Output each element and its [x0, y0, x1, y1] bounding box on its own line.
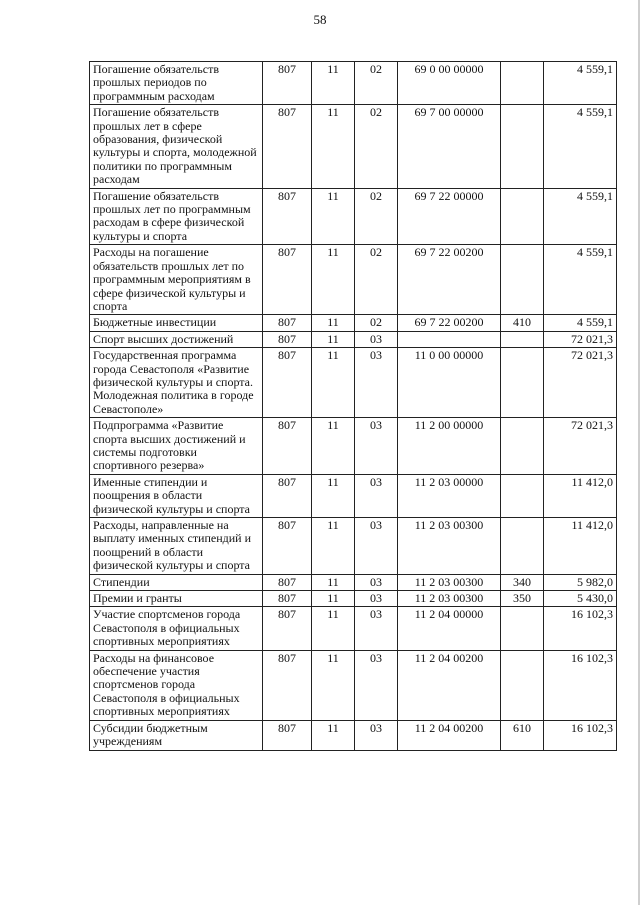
row-ved-cell: 807 — [263, 105, 312, 188]
table-row — [90, 315, 617, 331]
row-expense-type-cell — [501, 607, 544, 650]
row-subsection-cell: 03 — [355, 418, 398, 475]
table-row — [90, 188, 617, 245]
row-subsection-cell: 03 — [355, 574, 398, 590]
table-row — [90, 650, 617, 720]
row-expense-type-cell — [501, 418, 544, 475]
row-name-cell: Погашение обязательств прошлых периодов по программным расходам — [90, 62, 263, 105]
row-ved-cell: 807 — [263, 331, 312, 347]
row-name-cell: Бюджетные инвестиции — [90, 315, 263, 331]
row-target-code-cell: 69 7 22 00200 — [398, 245, 501, 315]
row-section-cell: 11 — [312, 720, 355, 750]
table-row — [90, 245, 617, 315]
row-amount-cell: 16 102,3 — [544, 607, 617, 650]
row-subsection-cell: 02 — [355, 315, 398, 331]
row-amount-cell: 72 021,3 — [544, 418, 617, 475]
row-amount-cell: 4 559,1 — [544, 105, 617, 188]
row-ved-cell: 807 — [263, 720, 312, 750]
table-row — [90, 607, 617, 650]
row-name-cell: Погашение обязательств прошлых лет по программным расходам в сфере физической культуры и спорта — [90, 188, 263, 245]
row-amount-cell: 4 559,1 — [544, 62, 617, 105]
row-section-cell: 11 — [312, 105, 355, 188]
row-subsection-cell: 03 — [355, 518, 398, 575]
row-section-cell: 11 — [312, 650, 355, 720]
row-target-code-cell: 11 0 00 00000 — [398, 348, 501, 418]
row-section-cell: 11 — [312, 245, 355, 315]
row-expense-type-cell — [501, 348, 544, 418]
row-expense-type-cell — [501, 474, 544, 517]
row-expense-type-cell: 350 — [501, 591, 544, 607]
row-subsection-cell: 02 — [355, 245, 398, 315]
row-target-code-cell: 11 2 00 00000 — [398, 418, 501, 475]
row-name-cell: Расходы, направленные на выплату именных стипендий и поощрений в области физической культуры и спорта — [90, 518, 263, 575]
row-amount-cell: 4 559,1 — [544, 245, 617, 315]
row-target-code-cell: 69 7 22 00200 — [398, 315, 501, 331]
row-subsection-cell: 03 — [355, 474, 398, 517]
row-target-code-cell: 11 2 04 00200 — [398, 650, 501, 720]
row-ved-cell: 807 — [263, 315, 312, 331]
row-section-cell: 11 — [312, 574, 355, 590]
row-section-cell: 11 — [312, 518, 355, 575]
table-row — [90, 720, 617, 750]
row-ved-cell: 807 — [263, 418, 312, 475]
row-subsection-cell: 02 — [355, 105, 398, 188]
table-row — [90, 518, 617, 575]
row-amount-cell: 16 102,3 — [544, 720, 617, 750]
table-row — [90, 105, 617, 188]
row-target-code-cell: 11 2 03 00300 — [398, 574, 501, 590]
row-ved-cell: 807 — [263, 574, 312, 590]
row-expense-type-cell: 340 — [501, 574, 544, 590]
row-section-cell: 11 — [312, 348, 355, 418]
row-amount-cell: 4 559,1 — [544, 315, 617, 331]
table-row — [90, 62, 617, 105]
row-name-cell: Именные стипендии и поощрения в области физической культуры и спорта — [90, 474, 263, 517]
row-ved-cell: 807 — [263, 607, 312, 650]
row-target-code-cell — [398, 331, 501, 347]
row-target-code-cell: 11 2 03 00300 — [398, 591, 501, 607]
row-section-cell: 11 — [312, 607, 355, 650]
row-target-code-cell: 69 7 00 00000 — [398, 105, 501, 188]
table-row — [90, 418, 617, 475]
row-name-cell: Расходы на погашение обязательств прошлых лет по программным мероприятиям в сфере физической культуры и спорта — [90, 245, 263, 315]
row-amount-cell: 11 412,0 — [544, 474, 617, 517]
row-amount-cell: 5 982,0 — [544, 574, 617, 590]
row-subsection-cell: 03 — [355, 331, 398, 347]
row-subsection-cell: 03 — [355, 591, 398, 607]
row-expense-type-cell — [501, 518, 544, 575]
row-name-cell: Погашение обязательств прошлых лет в сфере образования, физической культуры и спорта, молодежной политики по программным расходам — [90, 105, 263, 188]
row-section-cell: 11 — [312, 188, 355, 245]
budget-table-body — [90, 62, 617, 751]
row-section-cell: 11 — [312, 315, 355, 331]
row-expense-type-cell — [501, 62, 544, 105]
row-ved-cell: 807 — [263, 591, 312, 607]
row-name-cell: Расходы на финансовое обеспечение участия спортсменов города Севастополя в официальных спортивных мероприятиях — [90, 650, 263, 720]
row-expense-type-cell: 610 — [501, 720, 544, 750]
page-number: 58 — [313, 12, 327, 27]
table-row — [90, 331, 617, 347]
row-subsection-cell: 02 — [355, 62, 398, 105]
row-name-cell: Государственная программа города Севастополя «Развитие физической культуры и спорта. Молодежная политика в городе Севастополе» — [90, 348, 263, 418]
row-amount-cell: 72 021,3 — [544, 331, 617, 347]
row-target-code-cell: 11 2 04 00000 — [398, 607, 501, 650]
row-name-cell: Участие спортсменов города Севастополя в официальных спортивных мероприятиях — [90, 607, 263, 650]
row-subsection-cell: 02 — [355, 188, 398, 245]
row-amount-cell: 11 412,0 — [544, 518, 617, 575]
row-ved-cell: 807 — [263, 245, 312, 315]
row-ved-cell: 807 — [263, 62, 312, 105]
row-target-code-cell: 11 2 03 00000 — [398, 474, 501, 517]
row-expense-type-cell — [501, 331, 544, 347]
row-ved-cell: 807 — [263, 650, 312, 720]
row-expense-type-cell — [501, 245, 544, 315]
row-section-cell: 11 — [312, 591, 355, 607]
row-ved-cell: 807 — [263, 188, 312, 245]
row-name-cell: Стипендии — [90, 574, 263, 590]
row-subsection-cell: 03 — [355, 720, 398, 750]
budget-table — [89, 61, 617, 751]
row-section-cell: 11 — [312, 62, 355, 105]
row-target-code-cell: 69 0 00 00000 — [398, 62, 501, 105]
row-amount-cell: 72 021,3 — [544, 348, 617, 418]
row-expense-type-cell: 410 — [501, 315, 544, 331]
row-target-code-cell: 11 2 04 00200 — [398, 720, 501, 750]
row-ved-cell: 807 — [263, 518, 312, 575]
table-row — [90, 474, 617, 517]
row-target-code-cell: 69 7 22 00000 — [398, 188, 501, 245]
table-row — [90, 591, 617, 607]
row-expense-type-cell — [501, 188, 544, 245]
row-name-cell: Подпрограмма «Развитие спорта высших достижений и системы подготовки спортивного резерва» — [90, 418, 263, 475]
row-name-cell: Субсидии бюджетным учреждениям — [90, 720, 263, 750]
row-subsection-cell: 03 — [355, 348, 398, 418]
row-name-cell: Спорт высших достижений — [90, 331, 263, 347]
row-section-cell: 11 — [312, 418, 355, 475]
row-subsection-cell: 03 — [355, 607, 398, 650]
row-expense-type-cell — [501, 105, 544, 188]
row-amount-cell: 4 559,1 — [544, 188, 617, 245]
row-section-cell: 11 — [312, 474, 355, 517]
row-amount-cell: 16 102,3 — [544, 650, 617, 720]
row-name-cell: Премии и гранты — [90, 591, 263, 607]
row-subsection-cell: 03 — [355, 650, 398, 720]
row-section-cell: 11 — [312, 331, 355, 347]
row-target-code-cell: 11 2 03 00300 — [398, 518, 501, 575]
table-row — [90, 574, 617, 590]
table-row — [90, 348, 617, 418]
row-expense-type-cell — [501, 650, 544, 720]
row-amount-cell: 5 430,0 — [544, 591, 617, 607]
row-ved-cell: 807 — [263, 348, 312, 418]
row-ved-cell: 807 — [263, 474, 312, 517]
